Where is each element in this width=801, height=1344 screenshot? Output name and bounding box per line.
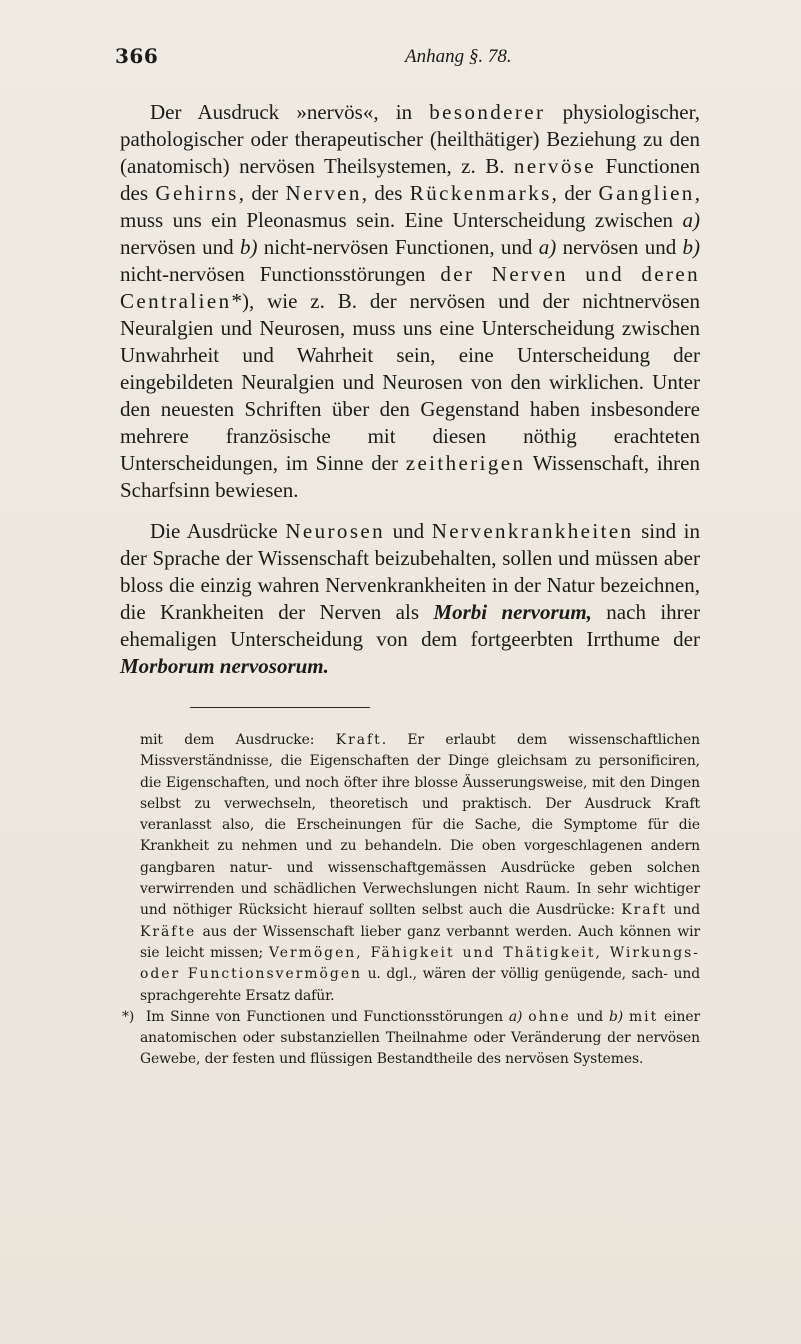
text-span: u. dgl., wären der völlig genügende, sach- und sprachgerehte Ersatz dafür. [140, 966, 700, 1004]
paragraph-2 [120, 518, 700, 680]
page-header [115, 44, 721, 78]
italic-span: a) [508, 1008, 523, 1025]
paragraph-1 [120, 99, 700, 504]
footnotes [122, 730, 700, 1071]
text-span: nervösen und [120, 235, 240, 259]
italic-span: b) [682, 235, 701, 259]
text-span: nach ihrer ehemaligen Unterscheidung von dem fortgeerbten Irrthume der [120, 600, 700, 651]
emphasis-span: Nerven [285, 181, 362, 205]
text-span: , des [361, 181, 410, 205]
text-span: physiologischer, pathologischer oder therapeutischer (heilthätiger) Beziehung zu den (anatomisch) nervösen Theilsystemen, z. B. [120, 100, 700, 178]
text-span: Functionen des [120, 154, 700, 205]
footnote-star [122, 1007, 700, 1071]
text-span: nervösen und [556, 235, 683, 259]
emphasis-span: Ganglien [598, 181, 695, 205]
emphasis-span: zeitherigen [405, 451, 526, 475]
text-span: , der [551, 181, 599, 205]
text-span: , der [238, 181, 286, 205]
emphasis-span: Vermögen, Fähigkeit und Thätigkeit, Wirkungs- oder Functionsvermögen [140, 944, 700, 983]
emphasis-span: Kraft [335, 732, 382, 748]
emphasis-span: Neurosen [285, 519, 386, 543]
emphasis-span: Kraft [621, 902, 668, 919]
emphasis-span: ohne [528, 1008, 571, 1025]
emphasis-span: Nervenkrankheiten [431, 519, 634, 543]
text-span: und [667, 902, 700, 919]
text-span: *), wie z. B. der nervösen und der nichtnervösen Neuralgien und Neurosen, muss uns eine Unterscheidung zwischen Unwahrheit und Wahrheit sein, eine Unterscheidung der eingebildeten Neuralgien und Neurosen von den wirklichen. Unter den neuesten Schriften über den Gegenstand haben insbesondere mehrere französische mit diesen nöthig erachteten Unterscheidungen, im Sinne der [120, 289, 700, 475]
emphasis-span: Rückenmarks [409, 181, 552, 205]
text-span: und [570, 1008, 609, 1025]
text-span: nicht-nervösen Functionen, und [257, 235, 539, 259]
text-span: Wissenschaft, ihren Scharfsinn bewiesen. [120, 451, 700, 502]
italic-span: a) [538, 235, 557, 259]
footnote-continuation [140, 730, 700, 1007]
text-span: sind in der Sprache der Wissenschaft beizubehalten, sollen und müssen aber bloss die einzig wahren Nervenkrankheiten in der Natur bezeichnen, die Krankheiten der Nerven als [120, 519, 701, 624]
text-span: Die Ausdrücke [150, 519, 286, 543]
text-span: Im Sinne von Functionen und Functionsstörungen [140, 1008, 509, 1025]
italic-span: Morbi nervorum, [433, 600, 592, 624]
emphasis-span: Gehirns [155, 181, 239, 205]
text-span: aus der Wissenschaft lieber ganz verbannt werden. Auch können wir sie leicht missen; [140, 923, 700, 961]
text-span: einer anatomischen oder substanziellen Theilnahme oder Veränderung der nervösen Gewebe, der festen und flüssigen Bestandtheile des nervösen Systemes. [140, 1008, 700, 1068]
emphasis-span: mit [628, 1008, 659, 1025]
emphasis-span: besonderer [429, 100, 546, 124]
italic-span: b) [608, 1008, 624, 1025]
italic-span: a) [682, 208, 700, 232]
text-span: , muss uns ein Pleonasmus sein. Eine Unterscheidung zwischen [120, 181, 700, 232]
text-span: nicht-nervösen Functionsstörungen [120, 262, 441, 286]
text-span: mit dem Ausdrucke: [140, 732, 336, 748]
italic-span: Morborum nervosorum. [120, 654, 329, 678]
emphasis-span: Kräfte [140, 923, 197, 940]
text-span: Der Ausdruck »nervös«, in [150, 100, 430, 124]
emphasis-span: nervöse [513, 154, 597, 178]
italic-span: b) [239, 235, 258, 259]
main-text [120, 99, 700, 680]
emphasis-span: der Nerven und deren Centralien [120, 262, 701, 313]
footnote-rule [190, 707, 370, 708]
running-head: Anhang §. 78. [405, 46, 512, 67]
page-number: 366 [115, 44, 159, 68]
text-span: . Er erlaubt dem wissenschaftlichen Missverständnisse, die Eigenschaften der Dinge gleichsam zu personificiren, die Eigenschaften, und noch öfter ihre blosse Äusserungsweise, mit den Dingen selbst zu verwechseln, theoretisch und praktisch. Der Ausdruck Kraft veranlasst also, die Erscheinungen für die Sache, die Symptome für die Krankheit zu nehmen und zu behandeln. Die oben vorgeschlagenen andern gangbaren natur- und wissenschaftgemässen Ausdrücke geben solchen verwirrenden und schädlichen Verwechslungen nicht Raum. In sehr wichtiger und nöthiger Rücksicht hierauf sollten selbst auch die Ausdrücke: [140, 732, 700, 919]
text-span: und [385, 519, 432, 543]
footnote-marker: *) [122, 1008, 135, 1025]
